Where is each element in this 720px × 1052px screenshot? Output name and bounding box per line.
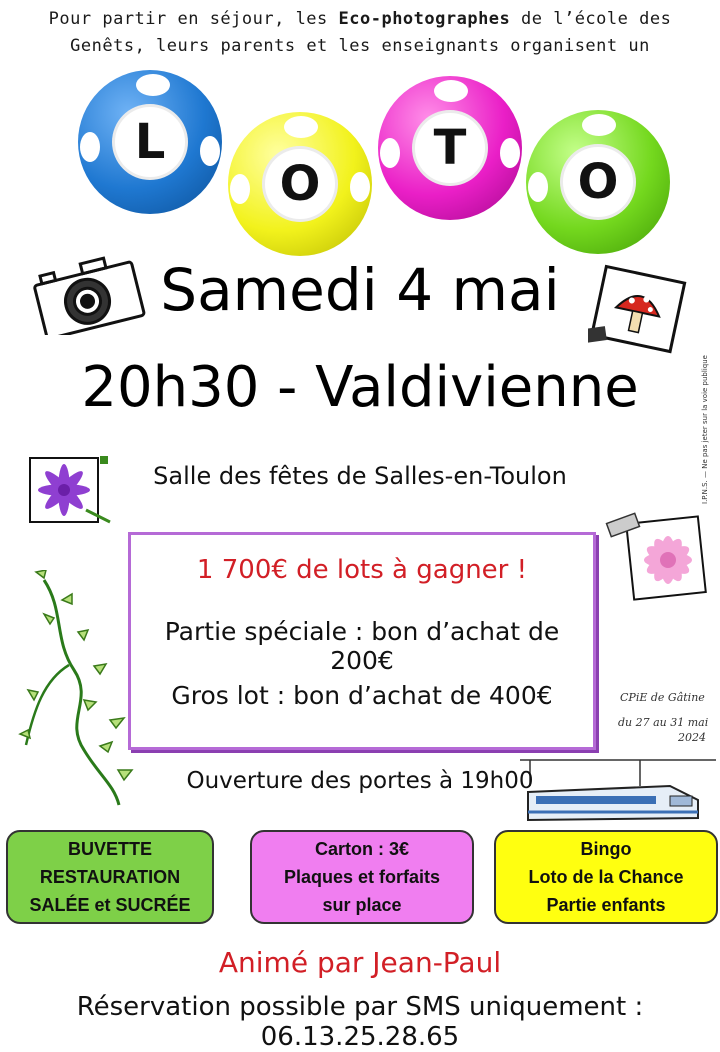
box-carton-line-3: sur place — [322, 895, 402, 915]
box-bingo-line-1: Bingo — [580, 839, 632, 859]
box-bingo-line-3: Partie enfants — [546, 895, 666, 915]
cpie-line-2: du 27 au 31 mai — [618, 716, 709, 729]
event-date: Samedi 4 mai — [160, 256, 560, 324]
box-buvette-line-3: SALÉE et SUCRÉE — [29, 895, 191, 915]
intro-line-1-bold: Eco-photographes — [338, 9, 511, 29]
ball-letter: T — [412, 110, 488, 186]
prizes-box — [128, 532, 596, 750]
box-carton-line-1: Carton : 3€ — [314, 839, 410, 859]
cpie-note — [618, 690, 718, 745]
intro-line-1-b: de l’école des — [510, 9, 672, 29]
pink-flower-doodle — [604, 504, 714, 608]
box-buvette — [6, 830, 214, 924]
ball-letter: L — [112, 104, 188, 180]
box-carton — [250, 830, 474, 924]
doors-opening: Ouverture des portes à 19h00 — [186, 768, 534, 794]
box-buvette-line-1: BUVETTE — [67, 839, 152, 859]
cpie-line-1: CPiE de Gâtine — [620, 691, 705, 704]
event-time-place: 20h30 - Valdivienne — [81, 355, 639, 420]
intro-line-1 — [0, 6, 720, 33]
side-legal-text: I.P.N.S. — Ne pas jeter sur la voie publique — [701, 355, 709, 504]
loto-ball-t — [378, 76, 522, 220]
ball-letter: O — [560, 144, 636, 220]
box-bingo — [494, 830, 718, 924]
prize-big: Gros lot : bon d’achat de 400€ — [171, 681, 553, 710]
reservation-info: Réservation possible par SMS uniquement : 06.13.25.28.65 — [76, 992, 644, 1052]
side-legal-note — [700, 315, 710, 505]
cpie-line-3: 2024 — [678, 731, 706, 744]
prize-special: Partie spéciale : bon d’achat de 200€ — [164, 617, 560, 675]
box-carton-line-2: Plaques et forfaits — [283, 867, 441, 887]
ball-letter: O — [262, 146, 338, 222]
box-bingo-line-2: Loto de la Chance — [528, 867, 684, 887]
box-buvette-line-2: RESTAURATION — [39, 867, 181, 887]
intro-line-1-a: Pour partir en séjour, les — [48, 9, 339, 29]
intro-text — [0, 6, 720, 60]
animated-by: Animé par Jean-Paul — [218, 946, 502, 979]
intro-line-2: Genêts, leurs parents et les enseignants organisent un — [70, 36, 650, 56]
event-venue: Salle des fêtes de Salles-en-Toulon — [153, 462, 567, 490]
vine-doodle — [14, 570, 144, 810]
loto-ball-o-1 — [228, 112, 372, 256]
loto-ball-l — [78, 70, 222, 214]
prize-total: 1 700€ de lots à gagner ! — [196, 555, 528, 585]
loto-ball-o-2 — [526, 110, 670, 254]
flower-square-doodle — [26, 452, 116, 528]
